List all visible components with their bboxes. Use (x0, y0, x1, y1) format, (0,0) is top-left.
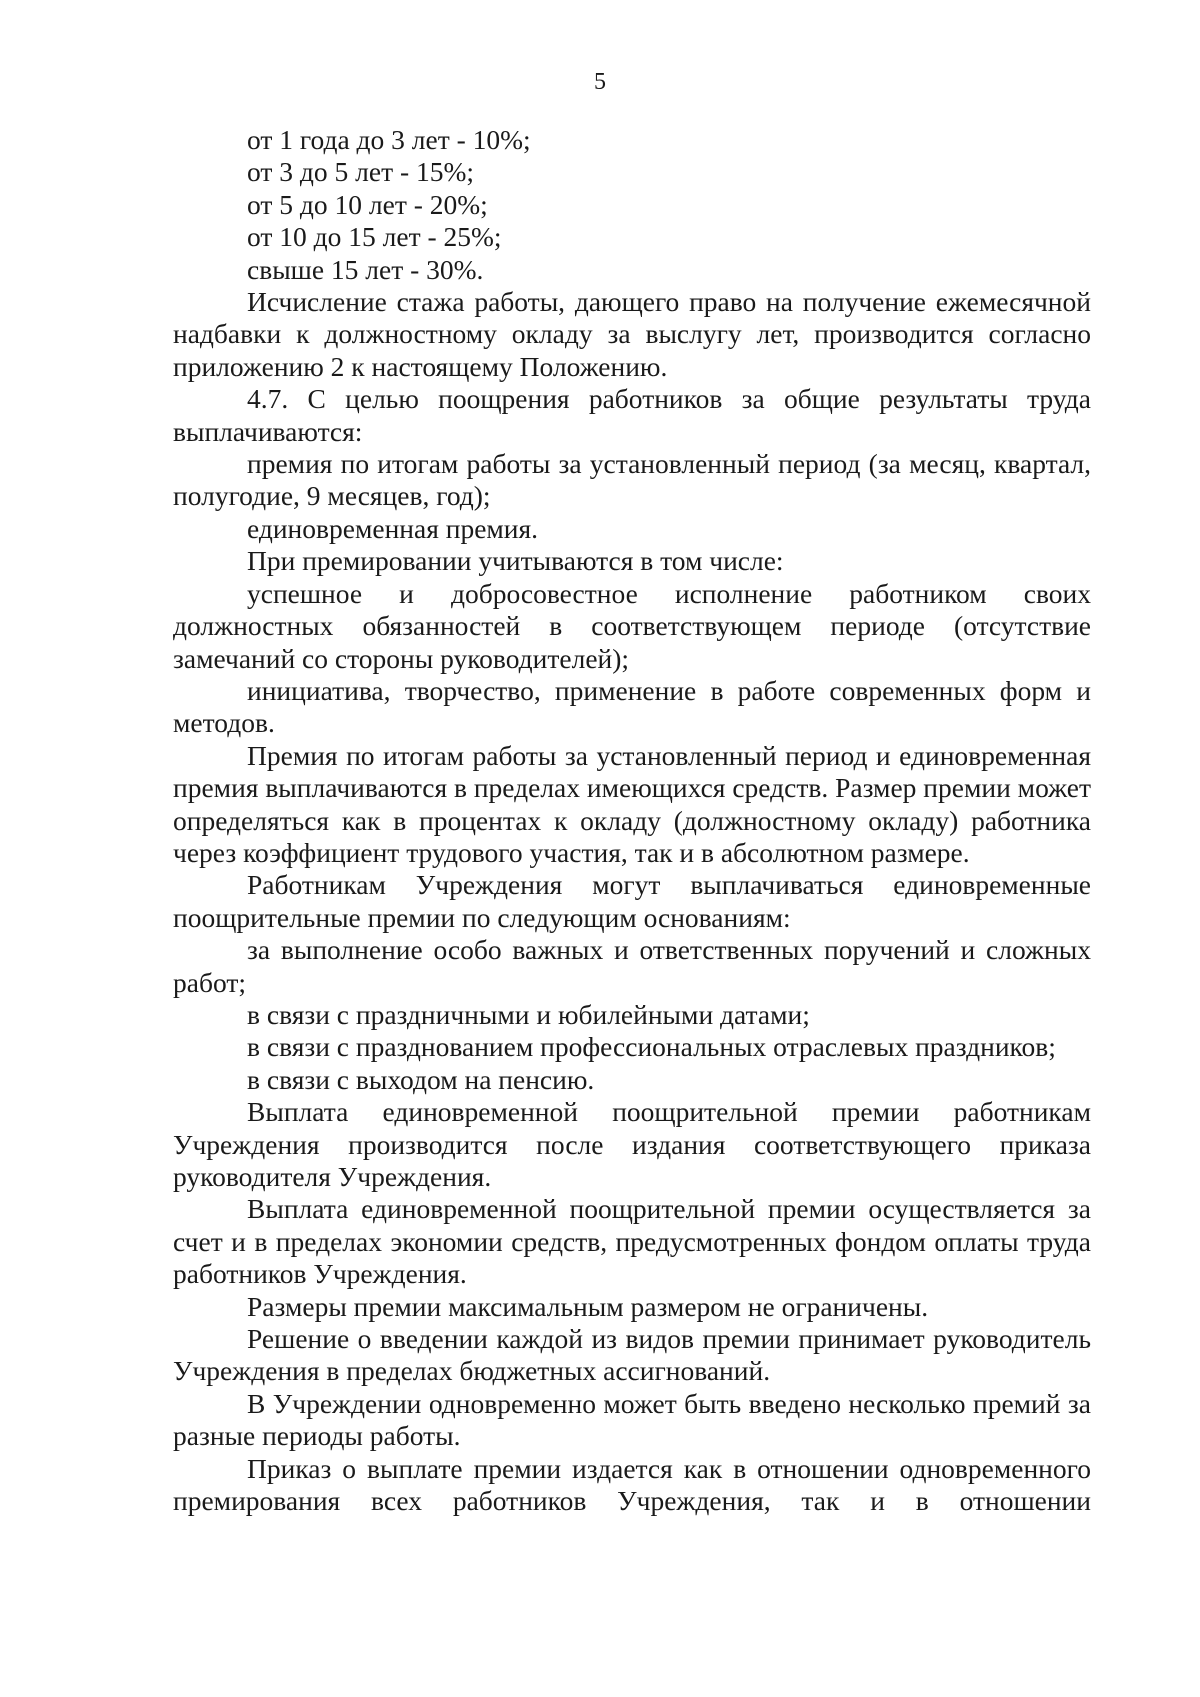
bonus-criteria-intro: При премировании учитываются в том числе: (247, 545, 784, 577)
ground-retirement: в связи с выходом на пенсию. (247, 1063, 595, 1095)
page-number: 5 (594, 69, 606, 95)
criterion-duties-performance: успешное и добросовестное исполнение работником своих должностных обязанностей в соответствующем периоде (отсутствие замечаний со стороны руководителей); (173, 577, 1091, 674)
one-time-bonus-item: единовременная премия. (247, 512, 539, 544)
seniority-calculation-paragraph: Исчисление стажа работы, дающего право на получение ежемесячной надбавки к должностному окладу за выслугу лет, производится согласно приложению 2 к настоящему Положению. (173, 286, 1091, 382)
seniority-rate-1-3-years: от 1 года до 3 лет - 10%; (247, 124, 531, 155)
ground-holidays-anniversaries: в связи с праздничными и юбилейными датами; (247, 998, 810, 1030)
document-body (173, 124, 1091, 1517)
ground-important-assignments: за выполнение особо важных и ответственных поручений и сложных работ; (173, 934, 1091, 998)
criterion-initiative: инициатива, творчество, применение в работе современных форм и методов. (173, 674, 1091, 739)
ground-professional-holidays: в связи с празднованием профессиональных отраслевых праздников; (247, 1031, 1056, 1063)
seniority-rate-5-10-years: от 5 до 10 лет - 20%; (247, 188, 488, 220)
one-time-bonus-funding-paragraph: Выплата единовременной поощрительной премии осуществляется за счет и в пределах экономии средств, предусмотренных фондом оплаты труда работников Учреждения. (173, 1193, 1091, 1290)
one-time-bonus-order-paragraph: Выплата единовременной поощрительной премии работникам Учреждения производится после издания соответствующего приказа руководителя Учреждения. (173, 1096, 1091, 1192)
periodic-bonus-item: премия по итогам работы за установленный период (за месяц, квартал, полугодие, 9 месяцев, год); (173, 448, 1091, 512)
one-time-bonus-grounds-intro: Работникам Учреждения могут выплачиваться единовременные поощрительные премии по следующим основаниям: (173, 869, 1091, 933)
bonus-decision-paragraph: Решение о введении каждой из видов премии принимает руководитель Учреждения в пределах бюджетных ассигнований. (173, 1323, 1091, 1387)
bonus-order-paragraph: Приказ о выплате премии издается как в отношении одновременного премирования всех работников Учреждения, так и в отношении (173, 1452, 1091, 1517)
seniority-rate-3-5-years: от 3 до 5 лет - 15%; (247, 156, 475, 188)
seniority-rate-10-15-years: от 10 до 15 лет - 25%; (247, 221, 502, 253)
bonus-size-unlimited-paragraph: Размеры премии максимальным размером не ограничены. (247, 1290, 929, 1322)
bonus-payment-limits-paragraph: Премия по итогам работы за установленный период и единовременная премия выплачиваются в пределах имеющихся средств. Размер премии может определяться как в процентах к окладу (должностному окладу) работника через коэффициент трудового участия, так и в абсолютном размере. (173, 739, 1092, 868)
multiple-bonuses-paragraph: В Учреждении одновременно может быть введено несколько премий за разные периоды работы. (173, 1387, 1091, 1452)
section-4-7-paragraph: 4.7. С целью поощрения работников за общие результаты труда выплачиваются: (173, 383, 1091, 447)
seniority-rate-over-15-years: свыше 15 лет - 30%. (247, 253, 484, 285)
